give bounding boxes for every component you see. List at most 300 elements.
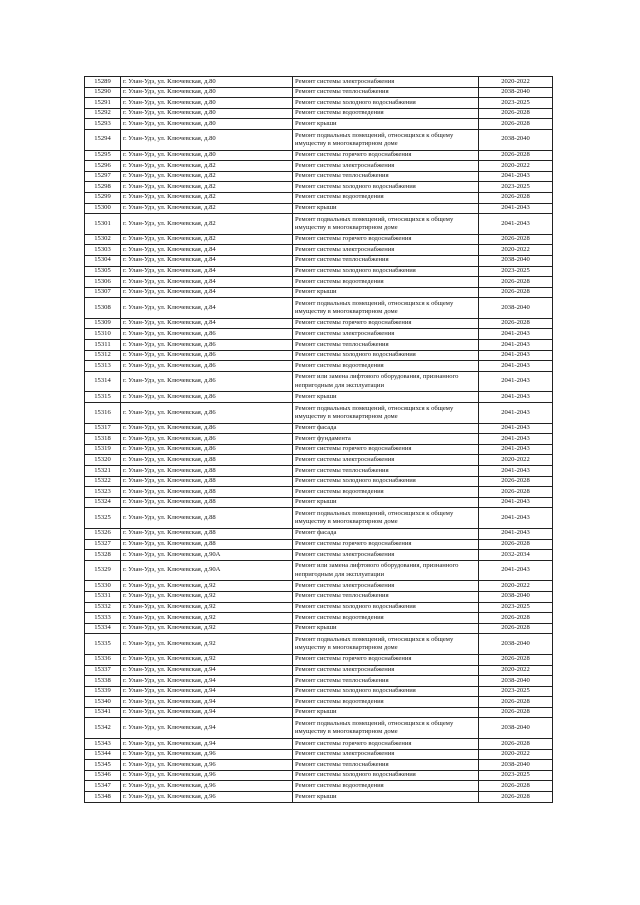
work-type-cell: Ремонт подвальных помещений, относящихся к общему имуществу в многоквартирном доме bbox=[293, 129, 479, 150]
period-cell: 2038-2040 bbox=[479, 760, 553, 771]
address-cell: г. Улан-Удэ, ул. Ключевская, д.94 bbox=[121, 686, 293, 697]
table-row bbox=[85, 171, 553, 182]
work-type-cell: Ремонт подвальных помещений, относящихся к общему имуществу в многоквартирном доме bbox=[293, 634, 479, 655]
row-number-cell: 15325 bbox=[85, 508, 121, 529]
period-cell: 2026-2028 bbox=[479, 739, 553, 750]
row-number-cell: 15303 bbox=[85, 245, 121, 256]
table-row bbox=[85, 444, 553, 455]
address-cell: г. Улан-Удэ, ул. Ключевская, д.80 bbox=[121, 77, 293, 88]
row-number-cell: 15302 bbox=[85, 234, 121, 245]
address-cell: г. Улан-Удэ, ул. Ключевская, д.92 bbox=[121, 613, 293, 624]
period-cell: 2026-2028 bbox=[479, 234, 553, 245]
address-cell: г. Улан-Удэ, ул. Ключевская, д.86 bbox=[121, 444, 293, 455]
table-row bbox=[85, 707, 553, 718]
table-row bbox=[85, 749, 553, 760]
address-cell: г. Улан-Удэ, ул. Ключевская, д.86 bbox=[121, 392, 293, 403]
address-cell: г. Улан-Удэ, ул. Ключевская, д.88 bbox=[121, 487, 293, 498]
address-cell: г. Улан-Удэ, ул. Ключевская, д.88 bbox=[121, 497, 293, 508]
row-number-cell: 15296 bbox=[85, 161, 121, 172]
address-cell: г. Улан-Удэ, ул. Ключевская, д.92 bbox=[121, 591, 293, 602]
address-cell: г. Улан-Удэ, ул. Ключевская, д.92 bbox=[121, 623, 293, 634]
period-cell: 2038-2040 bbox=[479, 129, 553, 150]
table-row bbox=[85, 423, 553, 434]
address-cell: г. Улан-Удэ, ул. Ключевская, д.84 bbox=[121, 298, 293, 319]
work-type-cell: Ремонт крыши bbox=[293, 287, 479, 298]
work-type-cell: Ремонт фасада bbox=[293, 528, 479, 539]
address-cell: г. Улан-Удэ, ул. Ключевская, д.80 bbox=[121, 98, 293, 109]
table-row bbox=[85, 329, 553, 340]
period-cell: 2041-2043 bbox=[479, 434, 553, 445]
address-cell: г. Улан-Удэ, ул. Ключевская, д.84 bbox=[121, 255, 293, 266]
row-number-cell: 15311 bbox=[85, 340, 121, 351]
table-row bbox=[85, 87, 553, 98]
row-number-cell: 15332 bbox=[85, 602, 121, 613]
table-row bbox=[85, 182, 553, 193]
table-row bbox=[85, 739, 553, 750]
work-type-cell: Ремонт системы теплоснабжения bbox=[293, 255, 479, 266]
address-cell: г. Улан-Удэ, ул. Ключевская, д.94 bbox=[121, 707, 293, 718]
table-row bbox=[85, 591, 553, 602]
period-cell: 2023-2025 bbox=[479, 602, 553, 613]
row-number-cell: 15337 bbox=[85, 665, 121, 676]
address-cell: г. Улан-Удэ, ул. Ключевская, д.82 bbox=[121, 203, 293, 214]
period-cell: 2020-2022 bbox=[479, 77, 553, 88]
row-number-cell: 15313 bbox=[85, 361, 121, 372]
table-row bbox=[85, 371, 553, 392]
work-type-cell: Ремонт крыши bbox=[293, 203, 479, 214]
row-number-cell: 15346 bbox=[85, 770, 121, 781]
period-cell: 2026-2028 bbox=[479, 781, 553, 792]
address-cell: г. Улан-Удэ, ул. Ключевская, д.94 bbox=[121, 665, 293, 676]
period-cell: 2038-2040 bbox=[479, 255, 553, 266]
row-number-cell: 15298 bbox=[85, 182, 121, 193]
work-type-cell: Ремонт системы электроснабжения bbox=[293, 77, 479, 88]
row-number-cell: 15339 bbox=[85, 686, 121, 697]
work-type-cell: Ремонт фундамента bbox=[293, 434, 479, 445]
work-type-cell: Ремонт системы электроснабжения bbox=[293, 665, 479, 676]
table-row bbox=[85, 466, 553, 477]
table-row bbox=[85, 550, 553, 561]
address-cell: г. Улан-Удэ, ул. Ключевская, д.80 bbox=[121, 87, 293, 98]
table-row bbox=[85, 245, 553, 256]
work-type-cell: Ремонт системы теплоснабжения bbox=[293, 466, 479, 477]
row-number-cell: 15328 bbox=[85, 550, 121, 561]
table-row bbox=[85, 654, 553, 665]
row-number-cell: 15316 bbox=[85, 403, 121, 424]
table-row bbox=[85, 119, 553, 130]
period-cell: 2020-2022 bbox=[479, 161, 553, 172]
address-cell: г. Улан-Удэ, ул. Ключевская, д.86 bbox=[121, 350, 293, 361]
period-cell: 2026-2028 bbox=[479, 697, 553, 708]
period-cell: 2020-2022 bbox=[479, 455, 553, 466]
work-type-cell: Ремонт системы теплоснабжения bbox=[293, 87, 479, 98]
address-cell: г. Улан-Удэ, ул. Ключевская, д.86 bbox=[121, 361, 293, 372]
work-type-cell: Ремонт подвальных помещений, относящихся к общему имуществу в многоквартирном доме bbox=[293, 508, 479, 529]
table-row bbox=[85, 613, 553, 624]
work-type-cell: Ремонт подвальных помещений, относящихся к общему имуществу в многоквартирном доме bbox=[293, 718, 479, 739]
table-row bbox=[85, 203, 553, 214]
period-cell: 2041-2043 bbox=[479, 528, 553, 539]
row-number-cell: 15304 bbox=[85, 255, 121, 266]
work-type-cell: Ремонт системы водоотведения bbox=[293, 192, 479, 203]
repair-schedule-table bbox=[84, 76, 553, 803]
work-type-cell: Ремонт системы теплоснабжения bbox=[293, 676, 479, 687]
table-row bbox=[85, 161, 553, 172]
table-row bbox=[85, 718, 553, 739]
period-cell: 2026-2028 bbox=[479, 108, 553, 119]
work-type-cell: Ремонт подвальных помещений, относящихся к общему имуществу в многоквартирном доме bbox=[293, 403, 479, 424]
row-number-cell: 15315 bbox=[85, 392, 121, 403]
work-type-cell: Ремонт системы водоотведения bbox=[293, 108, 479, 119]
period-cell: 2026-2028 bbox=[479, 539, 553, 550]
address-cell: г. Улан-Удэ, ул. Ключевская, д.86 bbox=[121, 340, 293, 351]
period-cell: 2041-2043 bbox=[479, 444, 553, 455]
table-row bbox=[85, 623, 553, 634]
work-type-cell: Ремонт крыши bbox=[293, 497, 479, 508]
table-row bbox=[85, 634, 553, 655]
work-type-cell: Ремонт системы горячего водоснабжения bbox=[293, 739, 479, 750]
work-type-cell: Ремонт системы водоотведения bbox=[293, 277, 479, 288]
work-type-cell: Ремонт системы водоотведения bbox=[293, 487, 479, 498]
address-cell: г. Улан-Удэ, ул. Ключевская, д.90А bbox=[121, 550, 293, 561]
table-row bbox=[85, 361, 553, 372]
row-number-cell: 15340 bbox=[85, 697, 121, 708]
period-cell: 2020-2022 bbox=[479, 749, 553, 760]
address-cell: г. Улан-Удэ, ул. Ключевская, д.86 bbox=[121, 423, 293, 434]
table-row bbox=[85, 287, 553, 298]
table-row bbox=[85, 697, 553, 708]
row-number-cell: 15321 bbox=[85, 466, 121, 477]
address-cell: г. Улан-Удэ, ул. Ключевская, д.92 bbox=[121, 634, 293, 655]
period-cell: 2026-2028 bbox=[479, 792, 553, 803]
table-row bbox=[85, 686, 553, 697]
period-cell: 2026-2028 bbox=[479, 287, 553, 298]
work-type-cell: Ремонт системы холодного водоснабжения bbox=[293, 98, 479, 109]
row-number-cell: 15323 bbox=[85, 487, 121, 498]
row-number-cell: 15333 bbox=[85, 613, 121, 624]
address-cell: г. Улан-Удэ, ул. Ключевская, д.90А bbox=[121, 560, 293, 581]
row-number-cell: 15318 bbox=[85, 434, 121, 445]
table-row bbox=[85, 602, 553, 613]
work-type-cell: Ремонт системы электроснабжения bbox=[293, 161, 479, 172]
row-number-cell: 15342 bbox=[85, 718, 121, 739]
address-cell: г. Улан-Удэ, ул. Ключевская, д.86 bbox=[121, 371, 293, 392]
row-number-cell: 15310 bbox=[85, 329, 121, 340]
work-type-cell: Ремонт системы теплоснабжения bbox=[293, 171, 479, 182]
row-number-cell: 15338 bbox=[85, 676, 121, 687]
address-cell: г. Улан-Удэ, ул. Ключевская, д.82 bbox=[121, 171, 293, 182]
address-cell: г. Улан-Удэ, ул. Ключевская, д.82 bbox=[121, 161, 293, 172]
row-number-cell: 15292 bbox=[85, 108, 121, 119]
row-number-cell: 15320 bbox=[85, 455, 121, 466]
work-type-cell: Ремонт фасада bbox=[293, 423, 479, 434]
row-number-cell: 15317 bbox=[85, 423, 121, 434]
work-type-cell: Ремонт системы электроснабжения bbox=[293, 550, 479, 561]
period-cell: 2041-2043 bbox=[479, 560, 553, 581]
work-type-cell: Ремонт системы холодного водоснабжения bbox=[293, 686, 479, 697]
period-cell: 2041-2043 bbox=[479, 350, 553, 361]
work-type-cell: Ремонт системы теплоснабжения bbox=[293, 591, 479, 602]
period-cell: 2041-2043 bbox=[479, 466, 553, 477]
address-cell: г. Улан-Удэ, ул. Ключевская, д.88 bbox=[121, 528, 293, 539]
work-type-cell: Ремонт или замена лифтового оборудования, признанного непригодным для эксплуатации bbox=[293, 560, 479, 581]
table-row bbox=[85, 340, 553, 351]
table-row bbox=[85, 792, 553, 803]
table-row bbox=[85, 98, 553, 109]
table-row bbox=[85, 192, 553, 203]
table-row bbox=[85, 581, 553, 592]
row-number-cell: 15344 bbox=[85, 749, 121, 760]
work-type-cell: Ремонт крыши bbox=[293, 119, 479, 130]
work-type-cell: Ремонт системы горячего водоснабжения bbox=[293, 654, 479, 665]
work-type-cell: Ремонт системы холодного водоснабжения bbox=[293, 476, 479, 487]
address-cell: г. Улан-Удэ, ул. Ключевская, д.80 bbox=[121, 108, 293, 119]
table-row bbox=[85, 234, 553, 245]
address-cell: г. Улан-Удэ, ул. Ключевская, д.92 bbox=[121, 581, 293, 592]
table-row bbox=[85, 528, 553, 539]
work-type-cell: Ремонт системы электроснабжения bbox=[293, 455, 479, 466]
table-row bbox=[85, 392, 553, 403]
work-type-cell: Ремонт системы холодного водоснабжения bbox=[293, 350, 479, 361]
period-cell: 2041-2043 bbox=[479, 403, 553, 424]
work-type-cell: Ремонт подвальных помещений, относящихся к общему имуществу в многоквартирном доме bbox=[293, 298, 479, 319]
row-number-cell: 15341 bbox=[85, 707, 121, 718]
row-number-cell: 15295 bbox=[85, 150, 121, 161]
period-cell: 2041-2043 bbox=[479, 214, 553, 235]
row-number-cell: 15289 bbox=[85, 77, 121, 88]
work-type-cell: Ремонт системы холодного водоснабжения bbox=[293, 182, 479, 193]
row-number-cell: 15301 bbox=[85, 214, 121, 235]
table-row bbox=[85, 108, 553, 119]
address-cell: г. Улан-Удэ, ул. Ключевская, д.80 bbox=[121, 119, 293, 130]
work-type-cell: Ремонт крыши bbox=[293, 707, 479, 718]
address-cell: г. Улан-Удэ, ул. Ключевская, д.82 bbox=[121, 234, 293, 245]
row-number-cell: 15335 bbox=[85, 634, 121, 655]
row-number-cell: 15334 bbox=[85, 623, 121, 634]
work-type-cell: Ремонт системы холодного водоснабжения bbox=[293, 266, 479, 277]
row-number-cell: 15297 bbox=[85, 171, 121, 182]
work-type-cell: Ремонт системы горячего водоснабжения bbox=[293, 444, 479, 455]
work-type-cell: Ремонт подвальных помещений, относящихся к общему имуществу в многоквартирном доме bbox=[293, 214, 479, 235]
period-cell: 2038-2040 bbox=[479, 634, 553, 655]
work-type-cell: Ремонт системы горячего водоснабжения bbox=[293, 150, 479, 161]
period-cell: 2041-2043 bbox=[479, 171, 553, 182]
table-row bbox=[85, 77, 553, 88]
row-number-cell: 15331 bbox=[85, 591, 121, 602]
period-cell: 2023-2025 bbox=[479, 266, 553, 277]
row-number-cell: 15299 bbox=[85, 192, 121, 203]
table-row bbox=[85, 665, 553, 676]
table-row bbox=[85, 539, 553, 550]
row-number-cell: 15324 bbox=[85, 497, 121, 508]
period-cell: 2026-2028 bbox=[479, 707, 553, 718]
period-cell: 2020-2022 bbox=[479, 245, 553, 256]
period-cell: 2038-2040 bbox=[479, 718, 553, 739]
row-number-cell: 15308 bbox=[85, 298, 121, 319]
table-row bbox=[85, 150, 553, 161]
table-row bbox=[85, 350, 553, 361]
row-number-cell: 15343 bbox=[85, 739, 121, 750]
row-number-cell: 15294 bbox=[85, 129, 121, 150]
period-cell: 2023-2025 bbox=[479, 98, 553, 109]
repair-schedule-body bbox=[85, 77, 553, 803]
address-cell: г. Улан-Удэ, ул. Ключевская, д.96 bbox=[121, 749, 293, 760]
address-cell: г. Улан-Удэ, ул. Ключевская, д.94 bbox=[121, 739, 293, 750]
address-cell: г. Улан-Удэ, ул. Ключевская, д.94 bbox=[121, 676, 293, 687]
row-number-cell: 15300 bbox=[85, 203, 121, 214]
period-cell: 2023-2025 bbox=[479, 770, 553, 781]
period-cell: 2041-2043 bbox=[479, 371, 553, 392]
address-cell: г. Улан-Удэ, ул. Ключевская, д.80 bbox=[121, 129, 293, 150]
period-cell: 2026-2028 bbox=[479, 119, 553, 130]
table-row bbox=[85, 497, 553, 508]
row-number-cell: 15307 bbox=[85, 287, 121, 298]
address-cell: г. Улан-Удэ, ул. Ключевская, д.96 bbox=[121, 760, 293, 771]
work-type-cell: Ремонт системы водоотведения bbox=[293, 781, 479, 792]
row-number-cell: 15327 bbox=[85, 539, 121, 550]
work-type-cell: Ремонт системы холодного водоснабжения bbox=[293, 770, 479, 781]
address-cell: г. Улан-Удэ, ул. Ключевская, д.96 bbox=[121, 792, 293, 803]
table-row bbox=[85, 298, 553, 319]
period-cell: 2026-2028 bbox=[479, 150, 553, 161]
table-row bbox=[85, 508, 553, 529]
row-number-cell: 15293 bbox=[85, 119, 121, 130]
row-number-cell: 15291 bbox=[85, 98, 121, 109]
work-type-cell: Ремонт системы теплоснабжения bbox=[293, 760, 479, 771]
address-cell: г. Улан-Удэ, ул. Ключевская, д.82 bbox=[121, 214, 293, 235]
period-cell: 2026-2028 bbox=[479, 654, 553, 665]
address-cell: г. Улан-Удэ, ул. Ключевская, д.96 bbox=[121, 770, 293, 781]
work-type-cell: Ремонт крыши bbox=[293, 623, 479, 634]
row-number-cell: 15314 bbox=[85, 371, 121, 392]
row-number-cell: 15306 bbox=[85, 277, 121, 288]
address-cell: г. Улан-Удэ, ул. Ключевская, д.84 bbox=[121, 277, 293, 288]
address-cell: г. Улан-Удэ, ул. Ключевская, д.88 bbox=[121, 466, 293, 477]
work-type-cell: Ремонт крыши bbox=[293, 392, 479, 403]
period-cell: 2026-2028 bbox=[479, 318, 553, 329]
period-cell: 2038-2040 bbox=[479, 591, 553, 602]
address-cell: г. Улан-Удэ, ул. Ключевская, д.82 bbox=[121, 182, 293, 193]
period-cell: 2041-2043 bbox=[479, 329, 553, 340]
period-cell: 2026-2028 bbox=[479, 192, 553, 203]
work-type-cell: Ремонт или замена лифтового оборудования, признанного непригодным для эксплуатации bbox=[293, 371, 479, 392]
period-cell: 2026-2028 bbox=[479, 623, 553, 634]
table-row bbox=[85, 277, 553, 288]
address-cell: г. Улан-Удэ, ул. Ключевская, д.84 bbox=[121, 245, 293, 256]
table-row bbox=[85, 403, 553, 424]
row-number-cell: 15309 bbox=[85, 318, 121, 329]
work-type-cell: Ремонт системы горячего водоснабжения bbox=[293, 318, 479, 329]
table-row bbox=[85, 760, 553, 771]
row-number-cell: 15322 bbox=[85, 476, 121, 487]
table-row bbox=[85, 434, 553, 445]
period-cell: 2023-2025 bbox=[479, 182, 553, 193]
work-type-cell: Ремонт системы электроснабжения bbox=[293, 749, 479, 760]
period-cell: 2038-2040 bbox=[479, 87, 553, 98]
period-cell: 2041-2043 bbox=[479, 392, 553, 403]
row-number-cell: 15347 bbox=[85, 781, 121, 792]
work-type-cell: Ремонт системы водоотведения bbox=[293, 613, 479, 624]
table-row bbox=[85, 455, 553, 466]
address-cell: г. Улан-Удэ, ул. Ключевская, д.96 bbox=[121, 781, 293, 792]
work-type-cell: Ремонт системы теплоснабжения bbox=[293, 340, 479, 351]
address-cell: г. Улан-Удэ, ул. Ключевская, д.88 bbox=[121, 539, 293, 550]
address-cell: г. Улан-Удэ, ул. Ключевская, д.84 bbox=[121, 287, 293, 298]
address-cell: г. Улан-Удэ, ул. Ключевская, д.84 bbox=[121, 318, 293, 329]
work-type-cell: Ремонт крыши bbox=[293, 792, 479, 803]
address-cell: г. Улан-Удэ, ул. Ключевская, д.86 bbox=[121, 403, 293, 424]
row-number-cell: 15305 bbox=[85, 266, 121, 277]
table-row bbox=[85, 676, 553, 687]
period-cell: 2032-2034 bbox=[479, 550, 553, 561]
work-type-cell: Ремонт системы водоотведения bbox=[293, 697, 479, 708]
work-type-cell: Ремонт системы холодного водоснабжения bbox=[293, 602, 479, 613]
work-type-cell: Ремонт системы электроснабжения bbox=[293, 581, 479, 592]
table-row bbox=[85, 129, 553, 150]
table-row bbox=[85, 255, 553, 266]
row-number-cell: 15326 bbox=[85, 528, 121, 539]
period-cell: 2026-2028 bbox=[479, 613, 553, 624]
period-cell: 2041-2043 bbox=[479, 361, 553, 372]
period-cell: 2020-2022 bbox=[479, 665, 553, 676]
address-cell: г. Улан-Удэ, ул. Ключевская, д.82 bbox=[121, 192, 293, 203]
address-cell: г. Улан-Удэ, ул. Ключевская, д.94 bbox=[121, 718, 293, 739]
row-number-cell: 15345 bbox=[85, 760, 121, 771]
address-cell: г. Улан-Удэ, ул. Ключевская, д.88 bbox=[121, 455, 293, 466]
table-row bbox=[85, 266, 553, 277]
period-cell: 2041-2043 bbox=[479, 508, 553, 529]
row-number-cell: 15329 bbox=[85, 560, 121, 581]
period-cell: 2026-2028 bbox=[479, 487, 553, 498]
period-cell: 2038-2040 bbox=[479, 298, 553, 319]
table-row bbox=[85, 476, 553, 487]
work-type-cell: Ремонт системы электроснабжения bbox=[293, 245, 479, 256]
period-cell: 2041-2043 bbox=[479, 340, 553, 351]
address-cell: г. Улан-Удэ, ул. Ключевская, д.94 bbox=[121, 697, 293, 708]
work-type-cell: Ремонт системы водоотведения bbox=[293, 361, 479, 372]
row-number-cell: 15336 bbox=[85, 654, 121, 665]
period-cell: 2026-2028 bbox=[479, 277, 553, 288]
row-number-cell: 15330 bbox=[85, 581, 121, 592]
work-type-cell: Ремонт системы электроснабжения bbox=[293, 329, 479, 340]
address-cell: г. Улан-Удэ, ул. Ключевская, д.88 bbox=[121, 476, 293, 487]
address-cell: г. Улан-Удэ, ул. Ключевская, д.80 bbox=[121, 150, 293, 161]
period-cell: 2041-2043 bbox=[479, 423, 553, 434]
period-cell: 2041-2043 bbox=[479, 203, 553, 214]
table-row bbox=[85, 318, 553, 329]
row-number-cell: 15348 bbox=[85, 792, 121, 803]
table-row bbox=[85, 770, 553, 781]
address-cell: г. Улан-Удэ, ул. Ключевская, д.92 bbox=[121, 602, 293, 613]
period-cell: 2041-2043 bbox=[479, 497, 553, 508]
work-type-cell: Ремонт системы горячего водоснабжения bbox=[293, 234, 479, 245]
period-cell: 2020-2022 bbox=[479, 581, 553, 592]
row-number-cell: 15290 bbox=[85, 87, 121, 98]
table-row bbox=[85, 487, 553, 498]
address-cell: г. Улан-Удэ, ул. Ключевская, д.84 bbox=[121, 266, 293, 277]
table-row bbox=[85, 214, 553, 235]
work-type-cell: Ремонт системы горячего водоснабжения bbox=[293, 539, 479, 550]
table-row bbox=[85, 781, 553, 792]
period-cell: 2023-2025 bbox=[479, 686, 553, 697]
table-row bbox=[85, 560, 553, 581]
period-cell: 2026-2028 bbox=[479, 476, 553, 487]
address-cell: г. Улан-Удэ, ул. Ключевская, д.92 bbox=[121, 654, 293, 665]
address-cell: г. Улан-Удэ, ул. Ключевская, д.88 bbox=[121, 508, 293, 529]
row-number-cell: 15319 bbox=[85, 444, 121, 455]
row-number-cell: 15312 bbox=[85, 350, 121, 361]
address-cell: г. Улан-Удэ, ул. Ключевская, д.86 bbox=[121, 329, 293, 340]
